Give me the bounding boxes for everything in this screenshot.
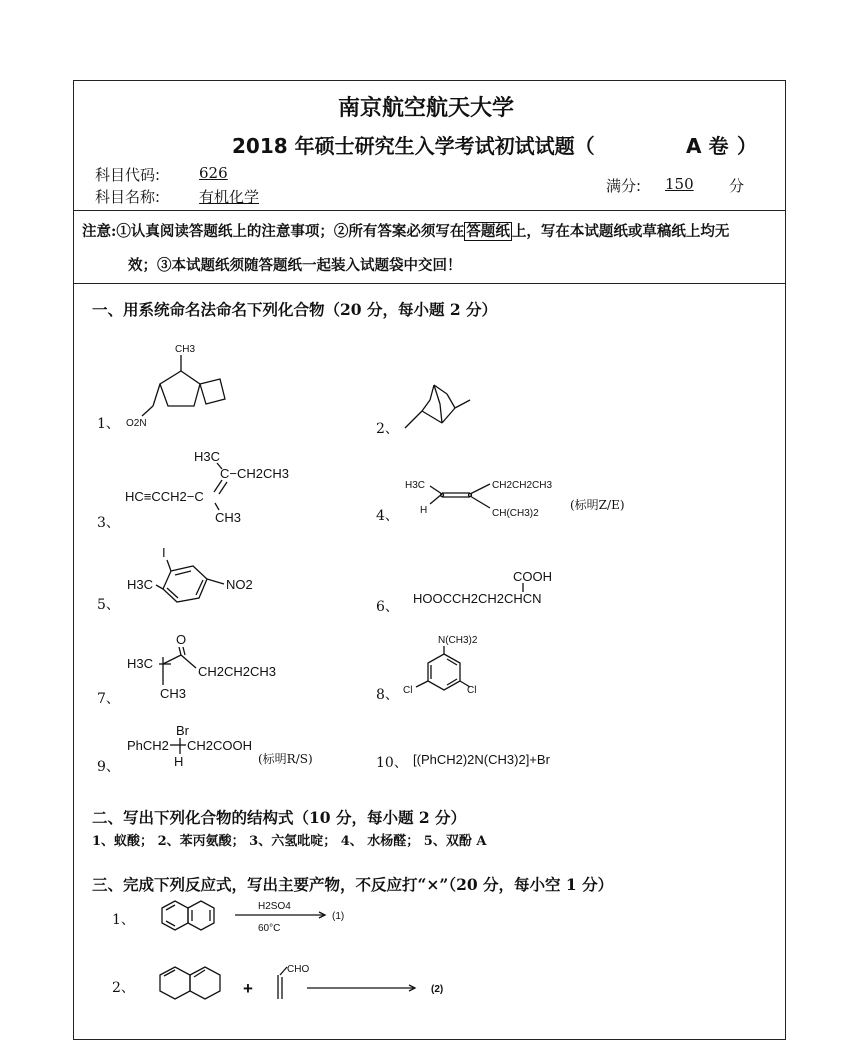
svg-text:O2N: O2N: [126, 418, 147, 429]
notice-line-1: 注意:①认真阅读答题纸上的注意事项；②所有答案必须写在 答题纸 上，写在本试题纸或草稿纸上均无: [82, 223, 730, 240]
svg-text:60°C: 60°C: [258, 923, 281, 934]
item-number: 4、: [376, 508, 399, 524]
svg-text:COOH: COOH: [513, 569, 552, 584]
paper-version: A 卷: [686, 134, 729, 158]
svg-text:CH2COOH: CH2COOH: [187, 738, 253, 753]
svg-text:H3C: H3C: [194, 449, 221, 464]
svg-text:PhCH2: PhCH2: [127, 738, 169, 753]
item-number: 5、: [97, 597, 120, 613]
svg-text:HC≡CCH2−C: HC≡CCH2−C: [125, 489, 204, 504]
svg-text:CH(CH3)2: CH(CH3)2: [492, 508, 539, 519]
svg-text:CH2CH2CH3: CH2CH2CH3: [492, 480, 553, 491]
svg-text:H: H: [174, 754, 184, 769]
svg-text:N(CH3)2: N(CH3)2: [438, 635, 478, 646]
name-label: 科目名称:: [95, 188, 161, 206]
svg-text:(标明Z/E): (标明Z/E): [570, 498, 625, 512]
item-number: 10、: [376, 755, 408, 771]
structure-4: [402, 470, 642, 530]
reaction-number: 1、: [112, 912, 135, 928]
section2-title: 二、写出下列化合物的结构式（10 分，每小题 2 分）: [92, 808, 467, 827]
section3-title: 三、完成下列反应式，写出主要产物，不反应打“×”（20 分，每小空 1 分）: [92, 875, 614, 894]
svg-text:O: O: [176, 632, 187, 647]
item-number: 7、: [97, 691, 120, 707]
svg-text:CH3: CH3: [215, 510, 242, 525]
item-number: 2、: [376, 421, 399, 437]
svg-text:NO2: NO2: [226, 577, 253, 592]
score-label: 满分:: [606, 177, 642, 195]
section2-items: 1、蚁酸； 2、苯丙氨酸； 3、六氢吡啶； 4、 水杨醛； 5、双酚 A: [92, 834, 487, 849]
code-label: 科目代码:: [95, 166, 161, 184]
code-value: 626: [199, 164, 228, 182]
paper-close: ）: [737, 134, 757, 158]
score-value: 150: [665, 175, 694, 193]
reaction-number: 2、: [112, 980, 135, 996]
score-unit: 分: [729, 177, 745, 195]
svg-text:H3C: H3C: [127, 577, 154, 592]
notice-line-2: 效；③本试题纸须随答题纸一起装入试题袋中交回！: [128, 257, 462, 274]
svg-text:H: H: [420, 505, 428, 516]
structure-3: [122, 442, 322, 532]
item-number: 1、: [97, 416, 120, 432]
structure-2: [400, 378, 480, 438]
item-number: 9、: [97, 759, 120, 775]
structure-7: [124, 630, 304, 705]
structure-6: [410, 566, 570, 611]
name-value: 有机化学: [199, 188, 260, 206]
svg-text:CHO: CHO: [287, 964, 310, 975]
svg-text:+: +: [243, 979, 253, 998]
svg-text:Cl: Cl: [467, 685, 477, 696]
svg-text:CH2CH2CH3: CH2CH2CH3: [198, 664, 277, 679]
structure-9: [124, 722, 354, 772]
svg-text:H3C: H3C: [405, 480, 426, 491]
notice-prefix: 注意:: [82, 223, 117, 240]
svg-text:I: I: [162, 545, 166, 560]
reaction-2: [155, 955, 465, 1005]
structure-5: [124, 544, 274, 614]
svg-text:Br: Br: [176, 723, 189, 738]
structure-8: [400, 630, 500, 700]
exam-title: 2018 年硕士研究生入学考试初试试题（: [232, 134, 595, 158]
svg-text:C−CH2CH3: C−CH2CH3: [220, 466, 289, 481]
structure-10: [410, 744, 570, 774]
svg-text:(1): (1): [332, 911, 345, 922]
svg-text:[(PhCH2)2N(CH3)2]+Br: [(PhCH2)2N(CH3)2]+Br: [413, 752, 550, 767]
answer-sheet-boxed: 答题纸: [466, 223, 510, 240]
svg-text:Cl: Cl: [403, 685, 413, 696]
svg-text:(标明R/S): (标明R/S): [258, 752, 313, 766]
university-title: 南京航空航天大学: [338, 96, 515, 121]
structure-1: [120, 338, 240, 438]
svg-text:H2SO4: H2SO4: [258, 901, 291, 912]
item-number: 8、: [376, 687, 399, 703]
item-number: 6、: [376, 599, 399, 615]
section1-title: 一、用系统命名法命名下列化合物（20 分，每小题 2 分）: [92, 300, 498, 319]
svg-text:H3C: H3C: [127, 656, 154, 671]
svg-text:CH3: CH3: [175, 344, 196, 355]
svg-text:HOOCCH2CH2CHCN: HOOCCH2CH2CHCN: [413, 591, 542, 606]
reaction-1: [155, 895, 365, 940]
svg-text:CH3: CH3: [160, 686, 187, 701]
divider-header: [73, 210, 786, 211]
svg-text:(2): (2): [431, 984, 444, 995]
item-number: 3、: [97, 515, 120, 531]
divider-notice: [73, 283, 786, 284]
